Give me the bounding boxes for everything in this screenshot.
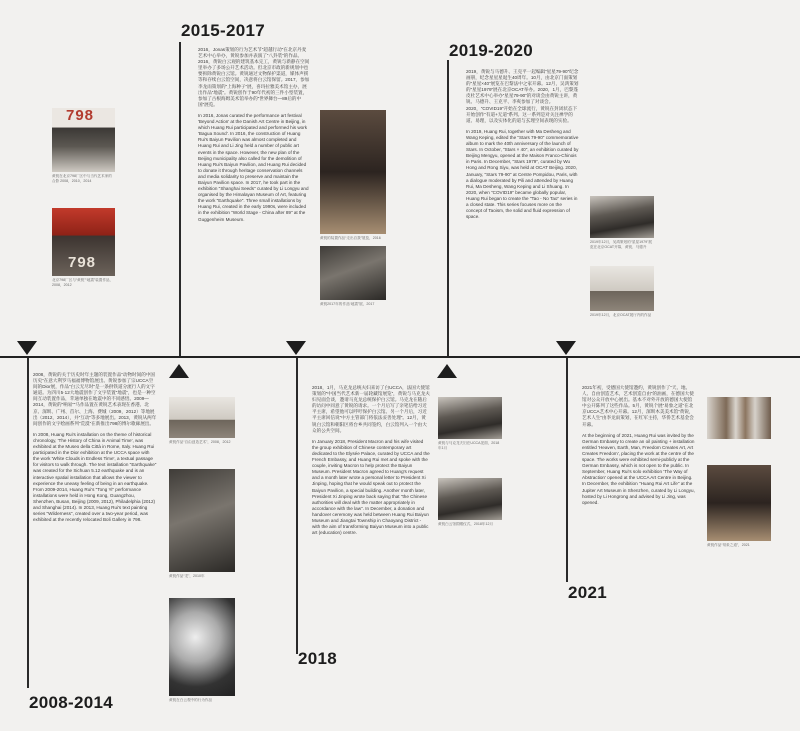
text-2018-en: In January 2018, President Macron and his wife visited the group exhibition of Chinese contemporary art dedicated to the Elysée Palace, curated by UCCA and the French Embassy, and Huang Rui met and spoke with the couple, inviting Macron to help protect the Baiyun Museum. President Macron agreed to Huang's request and a month later wrote a personal letter to President Xi Jinping, hoping that he would speak out to protect the Baiyun Pavilion, a special building. Another month later, President Xi Jinping wrote back saying that "the Chinese authorities will deal with the matter appropriately in accordance with the law". In December, a donation and handover ceremony was held between Huang Rui Baiyun Museum and Jiangtai Township in Chaoyang District - with the aim of transforming Baiyun Museum into a public art (education) centre. (312, 438, 430, 536)
poster-798-red-text: 798 (68, 254, 97, 271)
marker-down-2018 (286, 341, 306, 355)
way-of-abstraction-image-1 (707, 397, 771, 439)
caption-c4: 黄锐2017年的作品“地震”展，2017 (320, 302, 375, 306)
text-2019-2020 (466, 69, 579, 314)
text-2021 (582, 385, 696, 625)
caption-c10: 黄锐与马克龙夫妇在UCCA见面，2018年1月 (438, 441, 500, 450)
caption-c11: 黄锐白云馆捐赠仪式，2018年12月 (438, 522, 494, 526)
period-title-2015: 2015-2017 (181, 21, 265, 40)
macron-visit-image (438, 397, 502, 439)
connector-2015 (179, 42, 181, 356)
poster-798-text: 798 (66, 108, 95, 124)
ocat-gallery-image (590, 266, 654, 311)
text-2008-cn: 2008，黄锐的关于历史时年主题的装置作品“动物时间的中国历史”在意大利罗马福福博物馆展出。黄锐参加了宗UCCA空间的Dior展，作品“白云无尽时”是一条供铁道分流行人的文字通道。为四川5·12大地震创作了文字装置“地震”，也是一种空间互动装置作品，苹通单独在地震中的不同感悟。2009—2014，黄锐的“响易”“马作品置在黄锐艺术表现在香港、北京、深圳、广州、首尔、上海、费城（2009，2012）等地展出（2012，2014），并“互动”等多地展出。2013，黄锐从两年间创作的文字绘画系列“荒漠”在新推出798的博尔歌廊展出。 (33, 372, 157, 426)
caption-c2: 北京798厂区与“黄锐”“地震”装置作品，2008，2012 (52, 278, 114, 287)
poster-red-image (52, 208, 115, 276)
earthquake-work-image (320, 246, 386, 300)
stars-exhibition-image (590, 196, 654, 238)
text-2008-en: In 2008, Huang Rui's installation on the theme of historical chronology, 'The History of China in Animal Time', was exhibited at the Museo della Città in Rome, Italy. Huang Rui participated in the Dior exhibition at the UCCA space with the work 'White Clouds in Endless Time', a textual passage for visitors to walk through. The text installation "Earthquake" was created for the Sichuan 5.12 earthquake and is an interactive spatial installation that allows the viewer to experience the uneasy feeling of being in an earthquake. From 2009-2014, Huang Rui's "Tong Yi" performance installations were held in Hong Kong, Guangzhou, Shenzhen, Busan, Beijing (2009, 2012), Philadelphia (2012) and Shanghai (2014). In 2013, Huang Rui's text painting series "Wilderness", created over a two-year period, was exhibited at the recently relocated Boli Gallery in 798. (33, 431, 157, 523)
dragon-work-image (169, 469, 235, 572)
caption-c8: 黄锐作品“龙”，2010年 (169, 574, 205, 578)
period-title-2018: 2018 (298, 649, 338, 668)
freedom-art-image (169, 397, 235, 438)
connector-2019 (447, 60, 449, 356)
text-2021-cn: 2021年初，受德国大使馆邀约，黄锐创作了“天、地、人、自由创造艺术，艺术创造自由”的油画，在德国大使馆对公众开放中心展出。基本不对外开放的德国大使馆中公开陈列了这些作品。5月，黄锐个展“易象之道”在北京UCCA艺术中心开幕。12月，深圳木美美术馆“黄锐，艺术人生”由李龙雨策划，在红军主持，华侨艺术基金会开幕。 (582, 385, 694, 427)
connector-2021 (566, 358, 568, 582)
performance-image (169, 598, 235, 696)
caption-c5: 2019年12月，吴鸿策划的“星星1979”展览在北京OCAT开幕，黄锐、马德升 (590, 240, 652, 249)
period-title-2008: 2008-2014 (29, 693, 113, 712)
text-2008-2014 (33, 372, 157, 682)
caption-c7: 黄锐作品“自由创造艺术”，2008，2012 (169, 440, 231, 444)
caption-c9: 黄锐在白云观中的行为作品 (169, 698, 213, 702)
marker-up-2019 (437, 364, 457, 378)
text-2018-cn: 2018，1月，马克龙总统夫妇来访了白UCCA，法国大使馆策划的“中国当代艺术新一届轮藏馆展览”，黄锐与马克龙夫妇见面会谈，邀请马克龙总统保护白云馆。马克龙在随后的访问中同意了黄锐的请求。一个月后写了亲笔信给习近平主席，希望他可以呼吁保护白云馆。另一个月后，习近平主席回信说“中方主管部门将依法妥善处理”。12月，黄锐白云馆和朝阳区将台乡共同签约，白云馆列入一个由大众的公共空间。 (312, 385, 430, 433)
text-2018 (312, 385, 430, 645)
timeline-axis (0, 356, 800, 358)
caption-c12: 黄锐作品“易象之道”，2021 (707, 543, 750, 547)
period-title-2021: 2021 (568, 583, 608, 602)
way-of-abstraction-image-2 (707, 465, 771, 541)
caption-c3: 黄锐的装置作品“走出自我”展览，2016 (320, 236, 381, 240)
text-2019-cn: 2019，黄锐与马德升、王克平一起编辑“星星79-90”纪念画册，纪念星星星诞生40周年。10月，由北京门面策划的“星星×40”展览在巴黎法中之家开幕。12月，吴鸿策划的“星星1979”展在北京OCAT举办。2020，1月，巴黎蓬皮杜艺术中心举办“星星79-90”的对谈会由黄锐主讲，黄锐、马德升、王克平、李爽参加了对谈会。2020，“COVID19”开始在全球流行，黄锐在封闭状态下开始创作“有道+无道”系列。这一系列是对关注禅学的道、易理，以及实体化的道与玄理空间表现的实验。 (466, 69, 579, 123)
caption-c6: 2019年12月，北京OCAT展厅内的作品 (590, 313, 652, 317)
text-2021-en: At the beginning of 2021, Huang Rui was invited by the German Embassy to create an oil painting + installation entitled 'Heaven, Earth, Man, Freedom Creates Art, Art Creates Freedom', placing the work at the centre of the space. The works were exhibited semi-publicly at the German Embassy, which is not open to the public. In September, Huang Rui's solo exhibition 'The Way of Abstraction' opened at the UCCA Art Centre in Beijing. In December, the exhibition "Huang Rui Art Life" at the Jupiter Art Museum in Shenzhen, curated by Li Longyu, hosted by Li Hongrong and advised by Li Jing, was opened. (582, 432, 695, 505)
text-2015-2017 (198, 47, 310, 303)
text-2015-en: In 2016, Jonas curated the performance art festival 'Beyond Action' at the Danish Art Centre in Beijing, in which Huang Rui participated and performed his work 'Bagua Sound'. In 2016, the construction of Huang Rui's Baiyun Pavilion was almost completed and Huang Rui and Li Jing held a number of public art events in the space. However, the new plan of the Beijing municipality also called for the demolition of Huang Rui's Baiyun Pavilion, and Huang Rui decided to donate it through heritage conservation channels and media solidarity to preserve and maintain the Baiyun Pavilion space. In 2017, he took part in the exhibition "Shanghai Seeds" curated by Li Longyu and organised by the Himalayan Museum of Art, featuring the work "Earthquake". Three small installations by Huang Rui, created in the early 1990s, were included in the exhibition "World Stage - China after 89" at the Guggenheim Museum. (198, 112, 309, 222)
connector-2018 (296, 358, 298, 654)
text-2015-cn: 2016，Jonas策划的行为艺术节“超越行动”在北京丹麦艺术中心举办，黄锐参加并表演了“八卦装”的作品。2016，黄锐白云观的建筑基本完工，黄锐与新静在空间里举办了多场公开艺术活动。但北京市政的新规划中也要拆除黄锐白云馆。黄锐通过文物保护渠道，媒体声援等和存续白云馆空间，决意将白云馆保留。2017，参加李龙雨策划的“上海种子”展，喜玛拉雅美术馆主办，展出作品“地震”。黄锐创作于90年代初的三件小型装置，参加了古根海姆美术馆举办的“世界舞台—89后的中国”展览。 (198, 47, 310, 107)
text-2019-en: In 2019, Huang Rui, together with Ma Desheng and Wang Keping, edited the "Stars 79-90" commemorative album to mark the 40th anniversary of the launch of Stars. In October, "Stars × 40", an exhibition curated by Beijing Mengyu, opened at the Maison Franco-Chinois in Paris. In December, "Stars 1979", curated by Wu Hong and Rong Siyu, was held at OCAT Beijing. 2020, January, "Stars 79-90" at Centre Pompidou, Paris, with a dialogue moderated by Pili and attended by Huang Rui, Ma Desheng, Wang Keping and Li Shuang. In 2020, when "COVID19" became globally popular, Huang Rui began to create the "Tao - No Tao" series in a closed state. This series focuses more on the concept of Taoism, the solid and fluid expression of space. (466, 128, 579, 220)
donation-ceremony-image (438, 478, 502, 520)
pavilion-image (320, 110, 386, 234)
connector-2008 (27, 358, 29, 688)
period-title-2019: 2019-2020 (449, 41, 533, 60)
poster-798-image (52, 108, 115, 172)
marker-down-2008 (17, 341, 37, 355)
caption-c1: 黄锐在北京798厂区中与当代艺术家的合影 2008，2010，2014 (52, 174, 112, 183)
marker-up-2015 (169, 364, 189, 378)
marker-down-2021 (556, 341, 576, 355)
